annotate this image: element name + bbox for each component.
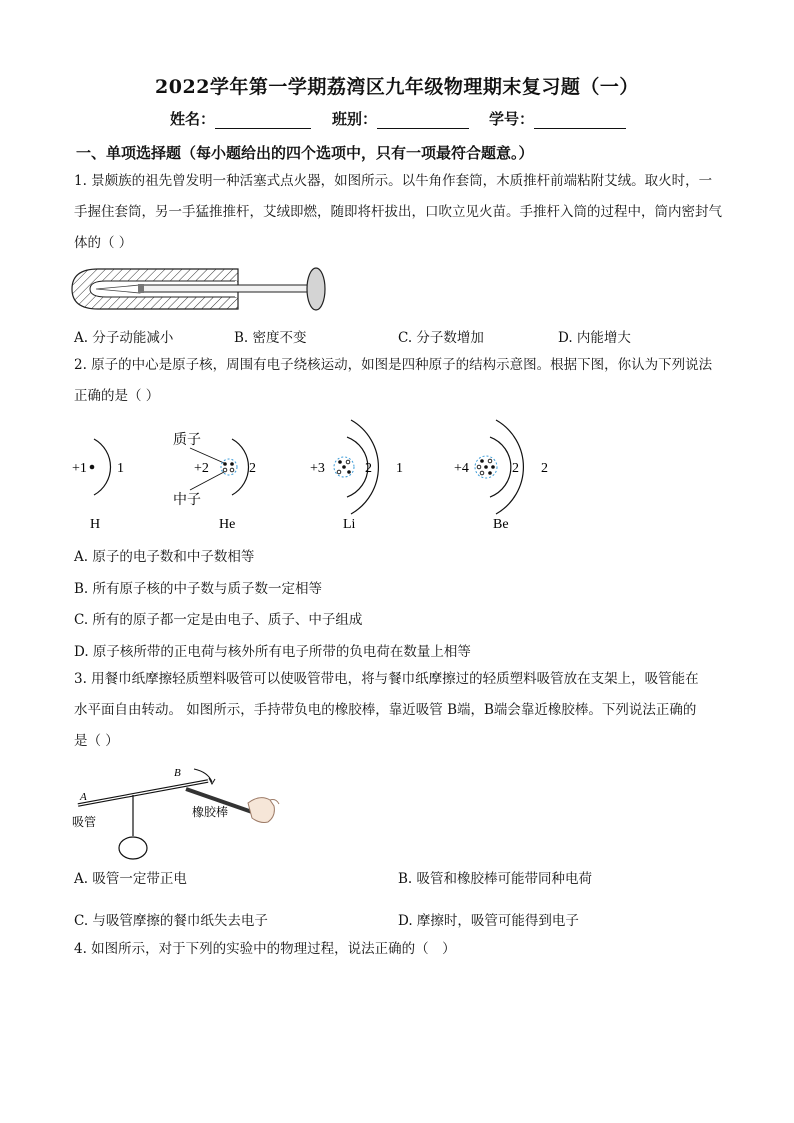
q3-option-a[interactable]: A. 吸管一定带正电 xyxy=(74,871,187,887)
li-nucleus-charge: +3 xyxy=(310,461,325,476)
q3-stem-line-2: 水平面自由转动。 如图所示，手持带负电的橡胶棒，靠近吸管 B端，B端会靠近橡胶棒。下列说法正确的 xyxy=(74,702,697,718)
li-shell-1-count: 2 xyxy=(365,461,372,476)
q2-option-c[interactable]: C. 所有的原子都一定是由电子、质子、中子组成 xyxy=(74,612,363,628)
be-neutron xyxy=(488,459,492,463)
number-blank xyxy=(534,112,626,129)
he-shell-1 xyxy=(232,439,249,495)
be-shell-2-count: 2 xyxy=(541,461,548,476)
he-proton xyxy=(230,462,234,466)
be-proton xyxy=(484,465,488,469)
name-label: 姓名： xyxy=(170,110,216,128)
stand-base xyxy=(119,837,147,859)
question-4-stem: 4. 如图所示，对于下列的实验中的物理过程，说法正确的（ ） xyxy=(74,941,456,957)
q3-stem-line-1: 3. 用餐巾纸摩擦轻质塑料吸管可以使吸管带电，将与餐巾纸摩擦过的轻质塑料吸管放在支架上，吸管能在 xyxy=(74,671,699,687)
q3-option-d[interactable]: D. 摩擦时，吸管可能得到电子 xyxy=(398,913,579,929)
question-3-stem xyxy=(74,664,734,757)
section-heading: 一、单项选择题（每小题给出的四个选项中，只有一项最符合题意。） xyxy=(76,144,534,162)
he-name: He xyxy=(219,517,236,532)
class-blank xyxy=(377,112,469,129)
class-field xyxy=(332,108,469,129)
he-proton xyxy=(223,462,227,466)
q1-option-a[interactable]: A. 分子动能减小 xyxy=(74,330,174,346)
he-neutron xyxy=(223,468,227,472)
be-proton xyxy=(480,459,484,463)
atom-structure-figure xyxy=(66,416,566,536)
number-label: 学号： xyxy=(489,110,535,128)
atom-h xyxy=(72,439,124,532)
q3-option-b[interactable]: B. 吸管和橡胶棒可能带同种电荷 xyxy=(398,871,593,887)
proton-label: 质子 xyxy=(173,433,201,448)
be-shell-2 xyxy=(496,420,523,514)
label-straw: 吸管 xyxy=(72,815,97,829)
q2-option-a[interactable]: A. 原子的电子数和中子数相等 xyxy=(74,549,255,565)
h-shell-1 xyxy=(94,439,111,495)
he-shell-1-count: 2 xyxy=(249,461,256,476)
straw-line-inner xyxy=(78,781,208,805)
li-proton xyxy=(347,470,351,474)
fire-piston-figure xyxy=(70,262,330,318)
name-blank xyxy=(215,112,311,129)
li-proton xyxy=(342,465,346,469)
q2-option-d[interactable]: D. 原子核所带的正电荷与核外所有电子所带的负电荷在数量上相等 xyxy=(74,644,471,660)
q1-option-b[interactable]: B. 密度不变 xyxy=(234,330,307,346)
atom-be xyxy=(454,420,548,532)
atom-li xyxy=(310,420,403,532)
number-field xyxy=(489,108,626,129)
be-neutron xyxy=(477,465,481,469)
q1-option-d[interactable]: D. 内能增大 xyxy=(558,330,631,346)
label-b: B xyxy=(174,767,181,779)
h-nucleus-dot xyxy=(90,465,95,470)
page-title: 2022学年第一学期荔湾区九年级物理期末复习题（一） xyxy=(155,76,639,98)
he-nucleus-charge: +2 xyxy=(194,461,209,476)
h-shell-1-count: 1 xyxy=(117,461,124,476)
name-field xyxy=(170,108,311,129)
q1-option-c[interactable]: C. 分子数增加 xyxy=(398,330,484,346)
class-label: 班别： xyxy=(332,110,378,128)
q3-stem-line-3: 是（ ） xyxy=(74,733,119,749)
be-name: Be xyxy=(493,517,509,532)
q2-option-b[interactable]: B. 所有原子核的中子数与质子数一定相等 xyxy=(74,581,323,597)
li-neutron xyxy=(346,460,350,464)
rotation-arrow xyxy=(194,769,212,782)
q3-option-c[interactable]: C. 与吸管摩擦的餐巾纸失去电子 xyxy=(74,913,268,929)
question-1-stem: 1. 景颇族的祖先曾发明一种活塞式点火器，如图所示。以牛角作套筒，木质推杆前端粘附艾绒。取火时，一手握住套筒，另一手猛推推杆，艾绒即燃，随即将杆拔出，口吹立见火苗。手推杆入筒的过程中，筒内密封气体的（ ） xyxy=(74,173,722,251)
be-neutron xyxy=(480,471,484,475)
li-neutron xyxy=(337,470,341,474)
straw-rod-figure xyxy=(70,760,280,872)
neutron-label: 中子 xyxy=(173,493,201,508)
atom-he xyxy=(173,432,256,532)
hand-icon xyxy=(248,798,274,823)
li-name: Li xyxy=(343,517,356,532)
label-rod: 橡胶棒 xyxy=(192,805,229,819)
question-2-stem: 2. 原子的中心是原子核，周围有电子绕核运动，如图是四种原子的结构示意图。根据下图，你认为下列说法正确的是（ ） xyxy=(74,357,713,404)
li-shell-2-count: 1 xyxy=(396,461,403,476)
label-a: A xyxy=(80,791,87,803)
he-neutron xyxy=(230,468,234,472)
be-nucleus-charge: +4 xyxy=(454,461,469,476)
be-proton xyxy=(491,465,495,469)
h-name: H xyxy=(90,517,101,532)
h-nucleus-charge: +1 xyxy=(72,461,87,476)
be-proton xyxy=(488,471,492,475)
be-shell-1-count: 2 xyxy=(512,461,519,476)
li-proton xyxy=(338,460,342,464)
